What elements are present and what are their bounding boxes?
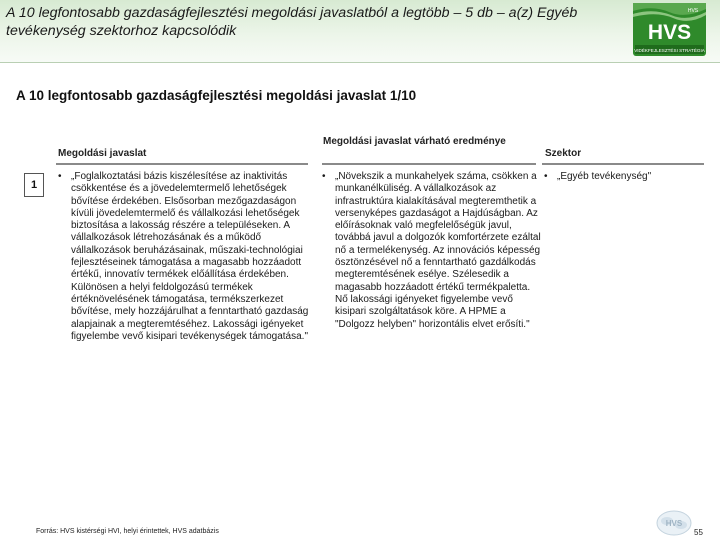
bullet-icon: • [58,171,62,182]
column-header-sector: Szektor [545,148,582,159]
hvs-logo [633,3,706,56]
sector-cell [544,171,709,183]
proposal-cell [58,171,316,343]
row-number: 1 [24,173,44,197]
column-divider-sector [542,163,704,165]
logo-sub-text: VIDÉKFEJLESZTÉSI STRATÉGIA [634,48,705,53]
proposal-text: „Foglalkoztatási bázis kiszélesítése az inaktivitás csökkentése és a jövedelemtermelő lehetőségek bővítése érdekében. Elsősorban mezőgazdaságon kívüli jövedelemtermelő és vállalkozási lehetőségek biztosítása a lakosság részére a településeken. A vállalkozások létrehozásának és a működő vállalkozások beruházásainak, műszaki-technológiai fejlesztéseinek támogatása a magasabb hozzáadott értékű, innovatív termékek előállítása érdekében. Különösen a helyi feldolgozású termékek értéknövelésének támogatása, termékszerkezet bővítése, mely hozzájárulhat a fenntartható gazdaság alapjainak a megteremtéséhez. Lakossági igényeket figyelembe vevő kisipari tevékenységek támogatása." [71,171,309,342]
logo-top-text: HVS [687,8,699,14]
header-title: A 10 legfontosabb gazdaságfejlesztési megoldási javaslatból a legtöbb – 5 db – a(z) Egyéb tevékenység szektorhoz kapcsolódik [6,5,578,39]
bullet-icon: • [322,171,326,182]
result-text: „Növekszik a munkahelyek száma, csökken a munkanélküliség. A vállalkozások az infrastruktúra kialakításával megteremthetik a versenyképes gazdaságot a Hajdúságban. Az előírásoknak való megfelelőségük javul, továbbá javul a dolgozók komfortérzete ezáltal nő a termelékenység. Az innovációs képesség ösztönzésével nő a fenntartható gazdálkodás megteremtésének esélye. Szélesedik a magasabb hozzáadott értékű termékpaletta. Nő lakossági igényeket figyelembe vevő kisipari szolgáltatások köre. A HPME a "Dolgozz helyben" horizontális elvet erősíti." [335,171,541,330]
slide-title: A 10 legfontosabb gazdaságfejlesztési megoldási javaslat 1/10 [16,88,417,103]
sector-text: „Egyéb tevékenység" [557,171,652,182]
source-note: Forrás: HVS kistérségi HVI, helyi érintettek, HVS adatbázis [36,528,219,535]
footer-logo-icon [656,510,692,536]
logo-main-text: HVS [647,21,692,44]
result-cell [322,171,542,331]
bullet-icon: • [544,171,548,182]
slide-header [0,0,720,62]
header-divider [0,62,720,63]
footer-logo-text: HVS [665,519,683,528]
column-header-result: Megoldási javaslat várható eredménye [323,136,506,147]
column-header-proposal: Megoldási javaslat [58,148,147,159]
column-divider-result [322,163,536,165]
page-number: 55 [694,528,703,537]
column-divider-proposal [56,163,308,165]
